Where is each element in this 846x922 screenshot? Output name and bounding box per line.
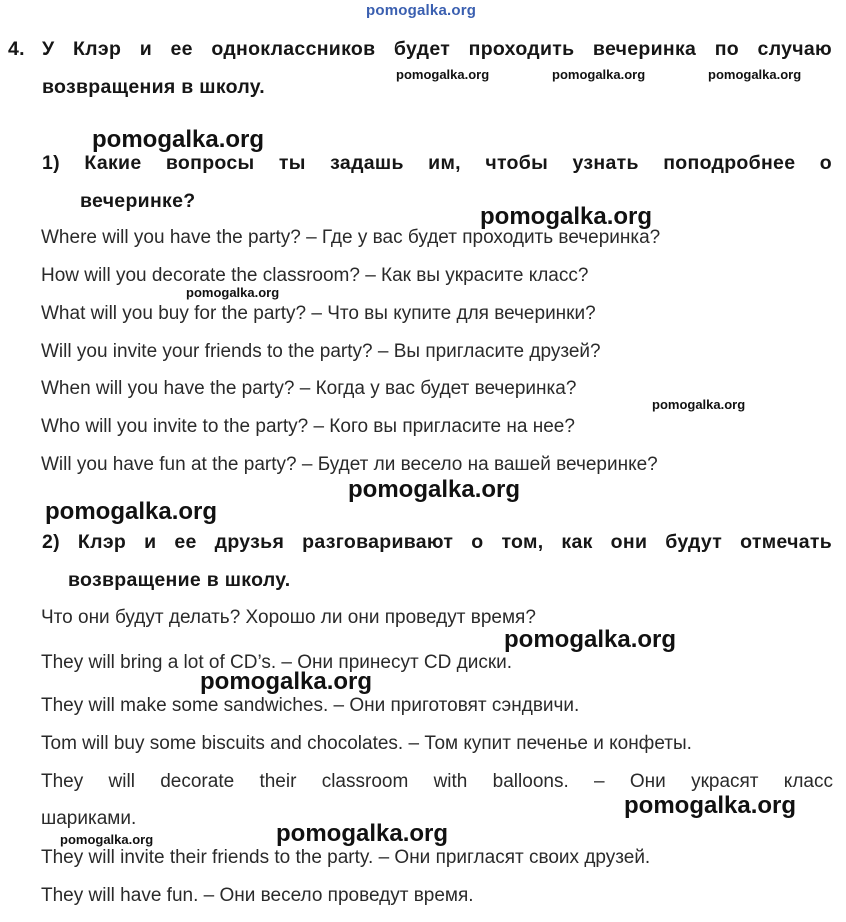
watermark: pomogalka.org bbox=[652, 397, 746, 412]
part1-line: Will you invite your friends to the party? – Вы пригласите друзей? bbox=[41, 341, 601, 362]
part2-line: Tom will buy some biscuits and chocolates. – Том купит печенье и конфеты. bbox=[41, 733, 692, 754]
part1-heading-line2: вечеринке? bbox=[80, 190, 196, 212]
watermark: pomogalka.org bbox=[708, 67, 802, 82]
part2-line: They will make some sandwiches. – Они приготовят сэндвичи. bbox=[41, 695, 580, 716]
part2-line: They will decorate their classroom with balloons. – Они украсят класс bbox=[41, 771, 833, 792]
part1-line: Who will you invite to the party? – Кого вы пригласите на нее? bbox=[41, 416, 575, 437]
watermark: pomogalka.org bbox=[276, 820, 449, 847]
part2-line: They will bring a lot of CD’s. – Они принесут CD диски. bbox=[41, 652, 513, 673]
watermark: pomogalka.org bbox=[396, 67, 490, 82]
part2-line: They will have fun. – Они весело проведут время. bbox=[41, 885, 474, 906]
watermark: pomogalka.org bbox=[552, 67, 646, 82]
watermark: pomogalka.org bbox=[60, 832, 154, 847]
part1-line: Will you have fun at the party? – Будет ли весело на вашей вечеринке? bbox=[41, 454, 658, 475]
part2-heading-line2: возвращение в школу. bbox=[68, 569, 291, 591]
watermark: pomogalka.org bbox=[186, 285, 280, 300]
watermark: pomogalka.org bbox=[92, 126, 265, 153]
part1-line: When will you have the party? – Когда у вас будет вечеринка? bbox=[41, 378, 577, 399]
watermark: pomogalka.org bbox=[624, 792, 797, 819]
watermark-top: pomogalka.org bbox=[366, 2, 477, 19]
part1-heading-line1: 1) Какие вопросы ты задашь им, чтобы узнать поподробнее о bbox=[42, 152, 832, 174]
part2-line: шариками. bbox=[41, 808, 137, 829]
task-number: 4. bbox=[8, 38, 25, 60]
task-title-line1: У Клэр и ее одноклассников будет проходить вечеринка по случаю bbox=[42, 38, 832, 60]
watermark: pomogalka.org bbox=[45, 498, 218, 525]
part1-line: What will you buy for the party? – Что вы купите для вечеринки? bbox=[41, 303, 596, 324]
watermark: pomogalka.org bbox=[504, 626, 677, 653]
watermark: pomogalka.org bbox=[480, 203, 653, 230]
watermark: pomogalka.org bbox=[200, 668, 373, 695]
part1-line: How will you decorate the classroom? – Как вы украсите класс? bbox=[41, 265, 589, 286]
part2-question: Что они будут делать? Хорошо ли они проведут время? bbox=[41, 607, 536, 628]
task-title-line2: возвращения в школу. bbox=[42, 76, 265, 98]
part1-line: Where will you have the party? – Где у вас будет проходить вечеринка? bbox=[41, 227, 661, 248]
watermark: pomogalka.org bbox=[348, 476, 521, 503]
part2-heading-line1: 2) Клэр и ее друзья разговаривают о том, как они будут отмечать bbox=[42, 531, 832, 553]
part2-line: They will invite their friends to the party. – Они пригласят своих друзей. bbox=[41, 847, 651, 868]
